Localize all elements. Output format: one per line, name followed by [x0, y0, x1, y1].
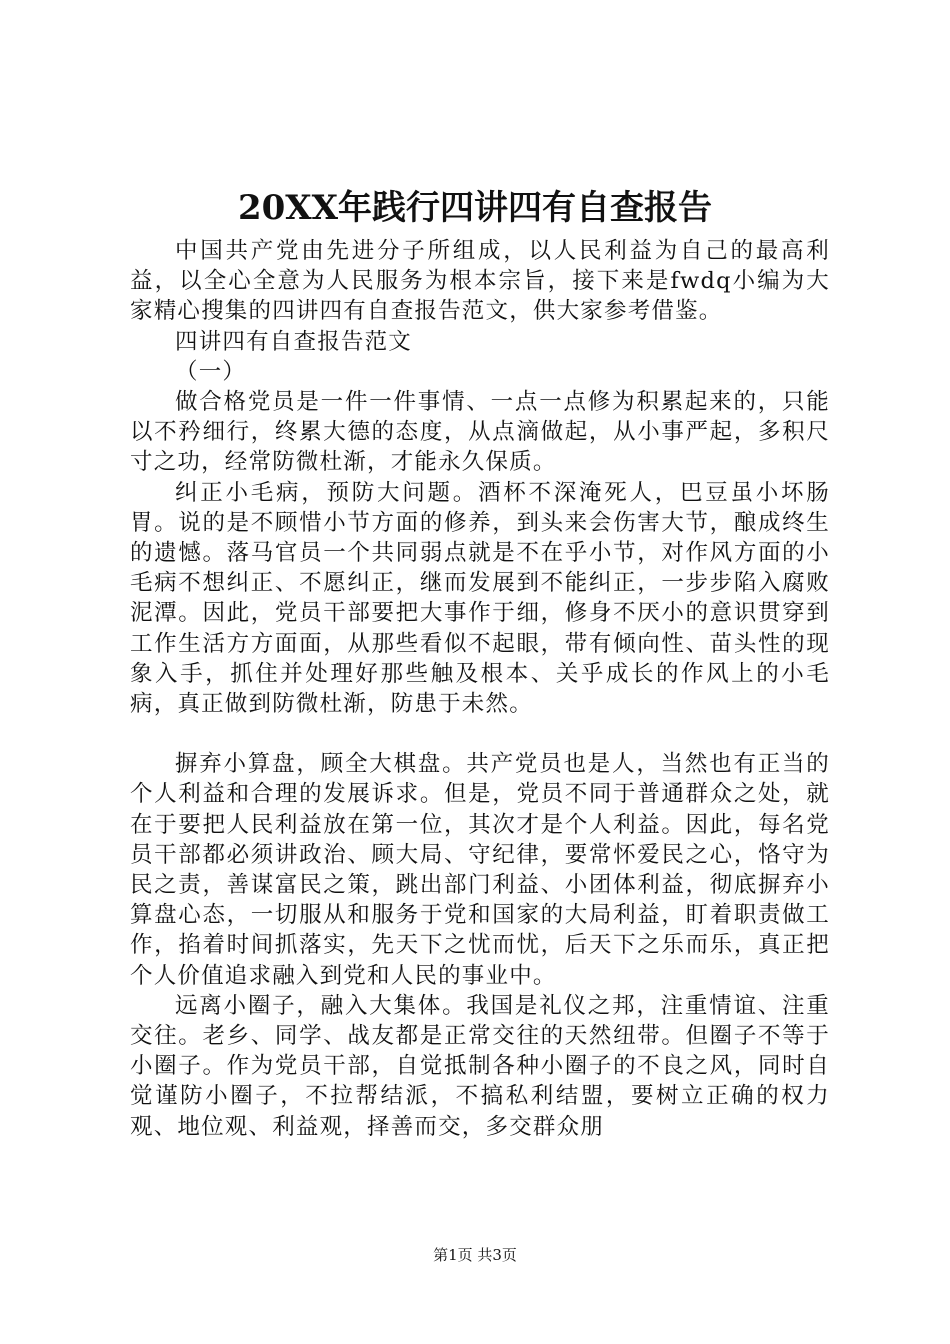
body-paragraph: 做合格党员是一件一件事情、一点一点修为积累起来的，只能以不矜细行，终累大德的态度，从点滴做起，从小事严起，多积尺寸之功，经常防微杜渐，才能永久保质。	[130, 389, 830, 476]
section-number: （一）	[175, 358, 247, 385]
body-paragraph: 摒弃小算盘，顾全大棋盘。共产党员也是人，当然也有正当的个人利益和合理的发展诉求。但是，党员不同于普通群众之处，就在于要把人民利益放在第一位，其次才是个人利益。因此，每名党员干部都必须讲政治、顾大局、守纪律，要常怀爱民之心，恪守为民之责，善谋富民之策，跳出部门利益、小团体利益，彻底摒弃小算盘心态，一切服从和服务于党和国家的大局利益，盯着职责做工作，掐着时间抓落实，先天下之忧而忧，后天下之乐而乐，真正把个人价值追求融入到党和人民的事业中。	[130, 751, 830, 989]
document-title: 20XX年践行四讲四有自查报告	[237, 188, 713, 228]
body-paragraph: 远离小圈子，融入大集体。我国是礼仪之邦，注重情谊、注重交往。老乡、同学、战友都是正常交往的天然纽带。但圈子不等于小圈子。作为党员干部，自觉抵制各种小圈子的不良之风，同时自觉谨防小圈子，不拉帮结派，不搞私利结盟，要树立正确的权力观、地位观、利益观，择善而交，多交群众朋	[130, 992, 830, 1140]
page-footer: 第1页 共3页	[433, 1246, 517, 1264]
body-paragraph: 纠正小毛病，预防大问题。酒杯不深淹死人，巴豆虽小坏肠胃。说的是不顾惜小节方面的修养，到头来会伤害大节，酿成终生的遗憾。落马官员一个共同弱点就是不在乎小节，对作风方面的小毛病不想纠正、不愿纠正，继而发展到不能纠正，一步步陷入腐败泥潭。因此，党员干部要把大事作于细，修身不厌小的意识贯穿到工作生活方方面面，从那些看似不起眼，带有倾向性、苗头性的现象入手，抓住并处理好那些触及根本、关乎成长的作风上的小毛病，真正做到防微杜渐，防患于未然。	[130, 479, 830, 718]
section-heading: 四讲四有自查报告范文	[175, 328, 413, 355]
intro-paragraph: 中国共产党由先进分子所组成，以人民利益为自己的最高利益，以全心全意为人民服务为根本宗旨，接下来是fwdq小编为大家精心搜集的四讲四有自查报告范文，供大家参考借鉴。	[130, 238, 830, 325]
document-body	[130, 236, 830, 1142]
